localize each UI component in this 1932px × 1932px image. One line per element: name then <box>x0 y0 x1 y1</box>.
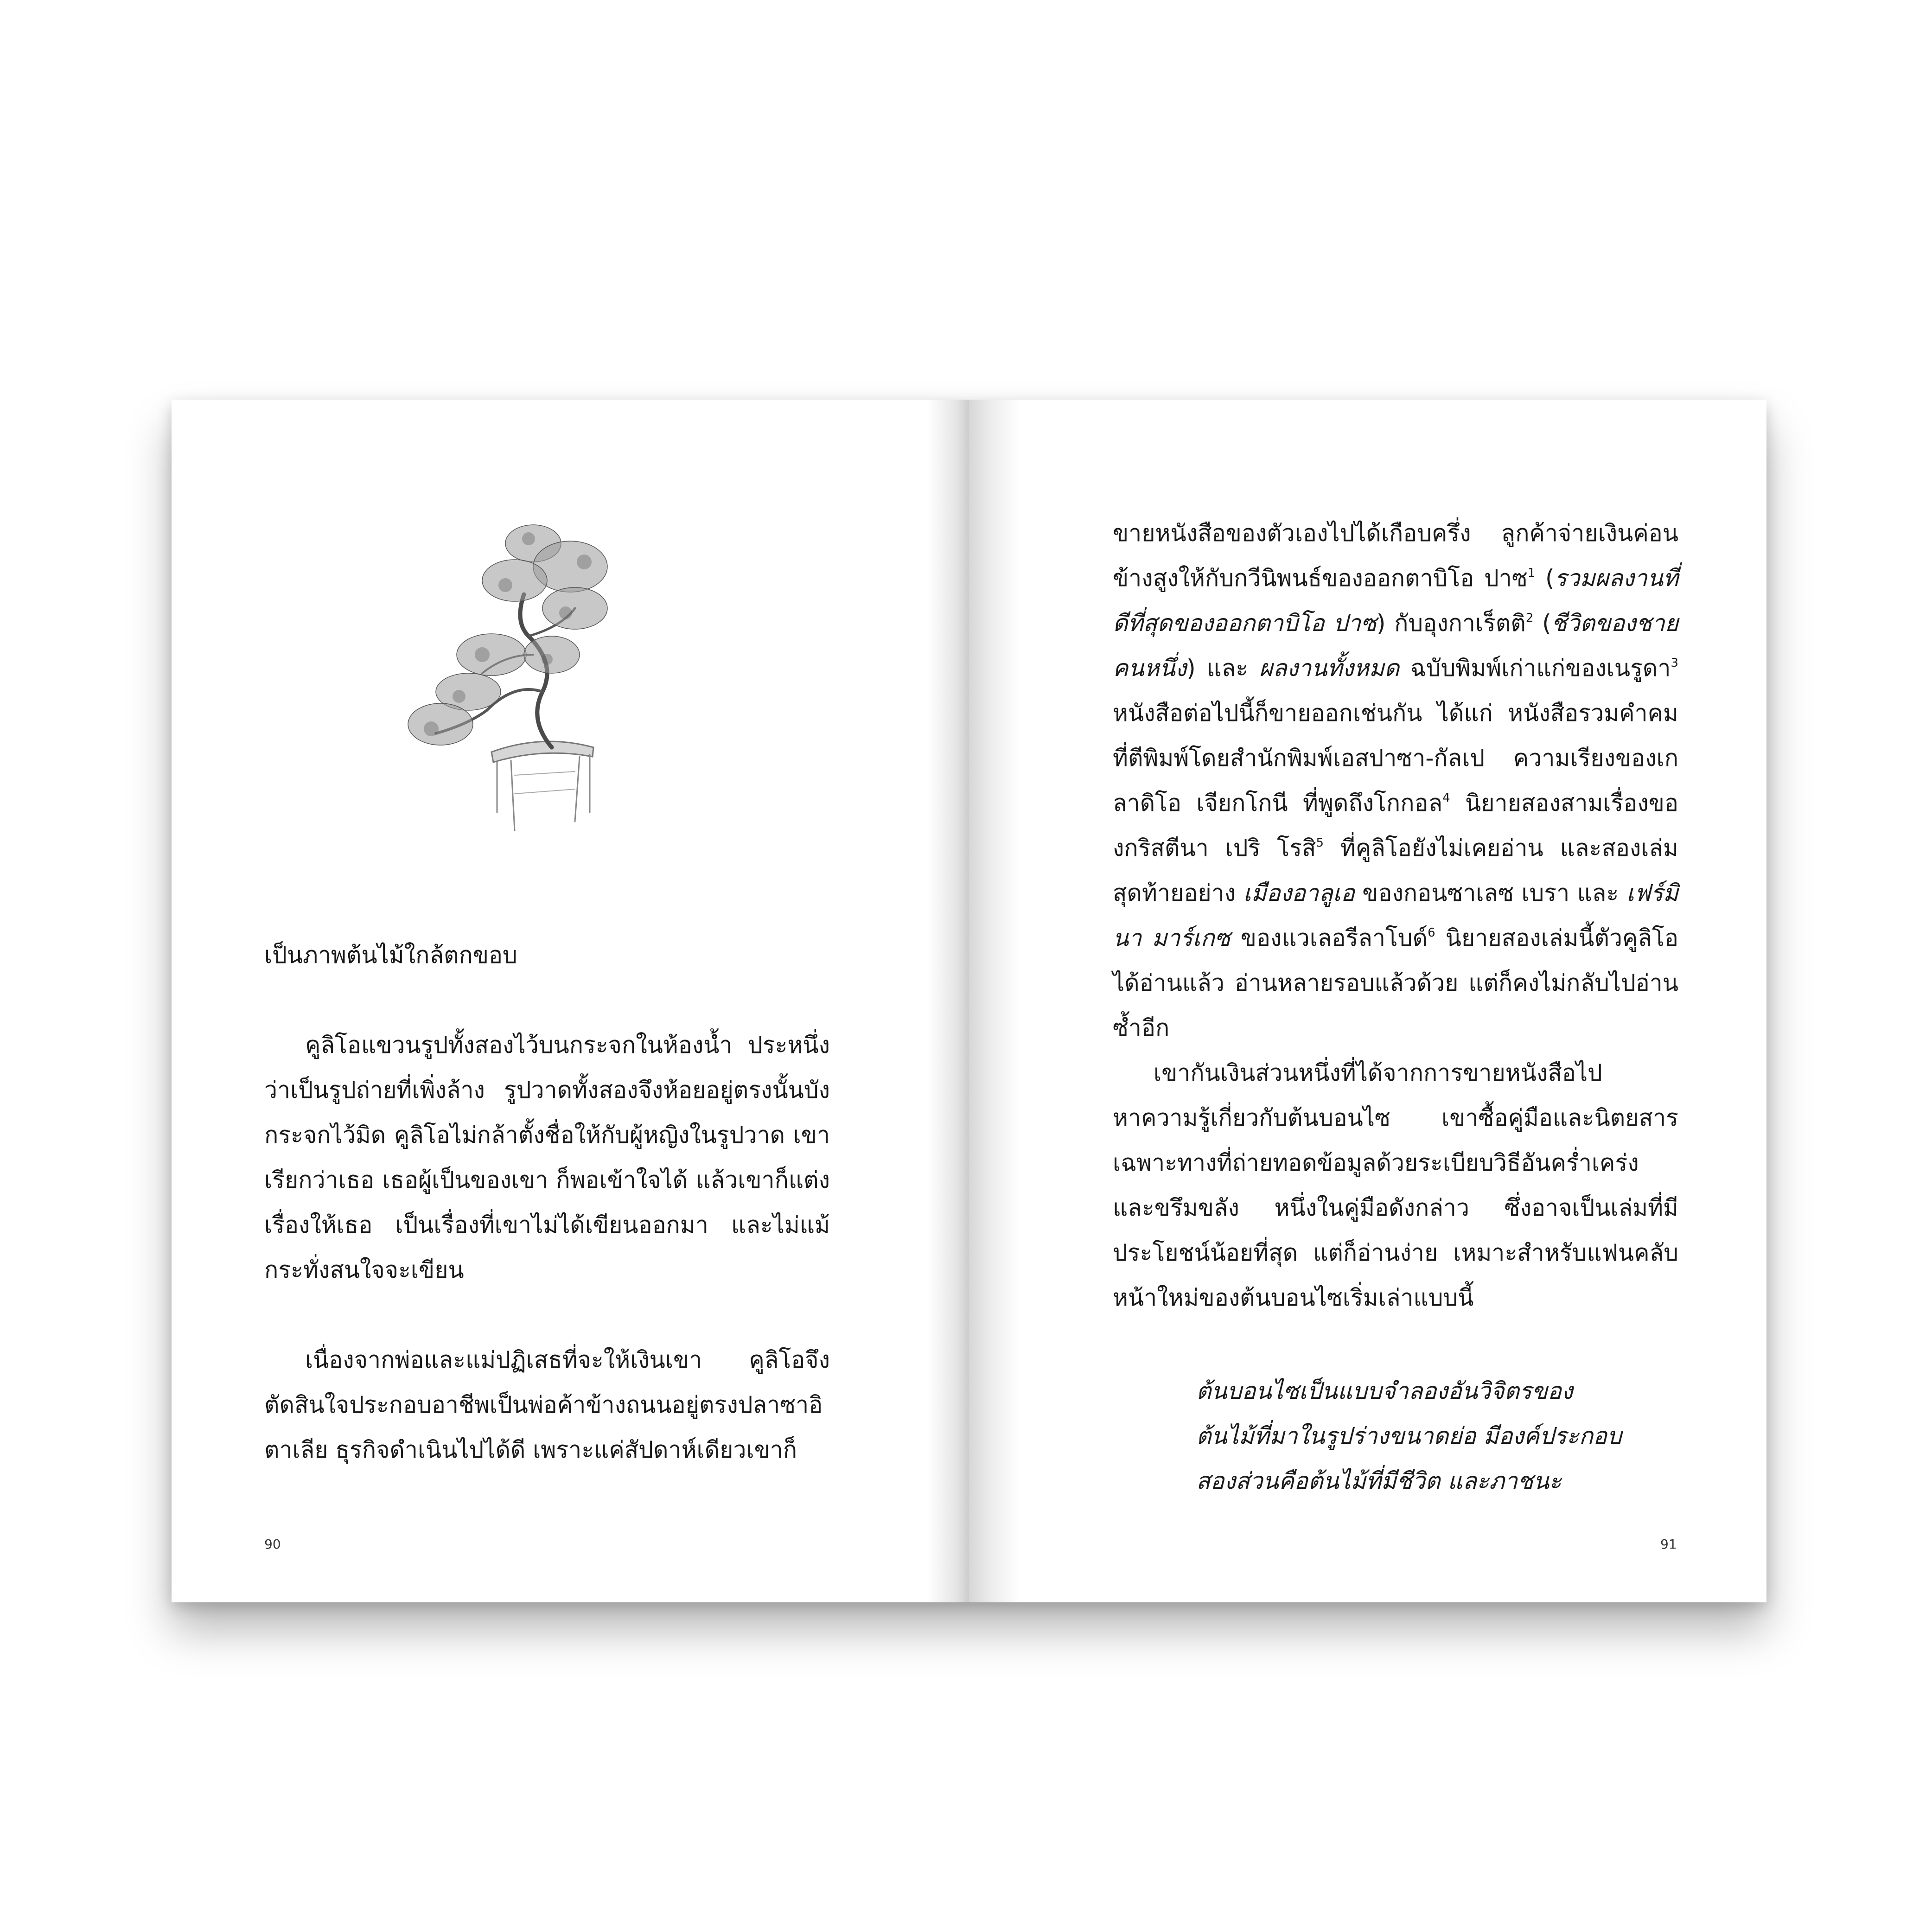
footnote-marker: 1 <box>1527 566 1536 580</box>
footnote-marker: 3 <box>1671 656 1679 670</box>
paragraph: เป็นภาพต้นไม้ใกล้ตกขอบ <box>264 942 517 969</box>
book-title: ชีวิตของชายคนหนึ่ง <box>1113 610 1678 682</box>
footnote-marker: 6 <box>1428 926 1435 940</box>
gutter-shadow-left <box>927 400 969 1602</box>
quote-line: ต้นไม้ที่มาในรูปร่างขนาดย่อ มีองค์ประกอบ <box>1196 1422 1622 1449</box>
open-book <box>172 400 1766 1602</box>
right-body-text <box>1113 511 1678 1320</box>
quote-line: สองส่วนคือต้นไม้ที่มีชีวิต และภาชนะ <box>1196 1467 1562 1494</box>
left-page <box>172 400 969 1602</box>
page-number-left: 90 <box>264 1537 281 1552</box>
paragraph: คูลิโอแขวนรูปทั้งสองไว้บนกระจกในห้องน้ำ ประหนึ่งว่าเป็นรูปถ่ายที่เพิ่งล้าง รูปวาดทั้งสองจึงห้อยอยู่ตรงนั้นบังกระจกไว้มิด คูลิโอไม่กล้าตั้งชื่อให้กับผู้หญิงในรูปวาด เขาเรียกว่าเธอ เธอผู้เป็นของเขา ก็พอเข้าใจได้ แล้วเขาก็แต่งเรื่องให้เธอ เป็นเรื่องที่เขาไม่ได้เขียนออกมา และไม่แม้กระทั่งสนใจจะเขียน <box>264 1032 830 1283</box>
left-body-text <box>264 933 830 1473</box>
footnote-marker: 4 <box>1442 791 1450 805</box>
footnote-marker: 5 <box>1316 836 1324 850</box>
quote-line: ต้นบอนไซเป็นแบบจำลองอันวิจิตรของ <box>1196 1377 1573 1404</box>
paragraph: ขายหนังสือของตัวเองไปได้เกือบครึ่ง ลูกค้าจ่ายเงินค่อนข้างสูงให้กับกวีนิพนธ์ของออกตาบิโอ ปาซ$^1$ (รวมผลงานที่ดีที่สุดของออกตาบิโอ ปาซ) กับอุงกาเร็ตติ$^2$ (ชีวิตของชายคนหนึ่ง) และ ผลงานทั้งหมด ฉบับพิมพ์เก่าแก่ของเนรูดา$^3$ หนังสือต่อไปนี้ก็ขายออกเช่นกัน ได้แก่ หนังสือรวมคำคมที่ตีพิมพ์โดยสำนักพิมพ์เอสปาซา-กัลเป ความเรียงของเกลาดิโอ เจียกโกนี ที่พูดถึงโกกอล$^4$ นิยายสองสามเรื่องของกริสตีนา เปริ โรสิ$^5$ ที่คูลิโอยังไม่เคยอ่าน และสองเล่มสุดท้ายอย่าง เมืองอาลูเอ ของกอนซาเลซ เบรา และ เฟร์มินา มาร์เกซ ของแวเลอรีลาโบด์$^6$ นิยายสองเล่มนี้ตัวคูลิโอได้อ่านแล้ว อ่านหลายรอบแล้วด้วย แต่ก็คงไม่กลับไปอ่านซ้ำอีก <box>1113 520 1679 1041</box>
page-number-right: 91 <box>1660 1537 1677 1552</box>
book-title: รวมผลงานที่ดีที่สุดของออกตาบิโอ ปาซ <box>1113 565 1678 637</box>
paragraph: เนื่องจากพ่อและแม่ปฏิเสธที่จะให้เงินเขา คูลิโอจึงตัดสินใจประกอบอาชีพเป็นพ่อค้าข้างถนนอยู่ตรงปลาซาอิตาเลีย ธุรกิจดำเนินไปได้ดี เพราะแค่สัปดาห์เดียวเขาก็ <box>264 1346 830 1463</box>
book-title: ผลงานทั้งหมด <box>1259 655 1400 682</box>
paragraph: เขากันเงินส่วนหนึ่งที่ได้จากการขายหนังสือไปหาความรู้เกี่ยวกับต้นบอนไซ เขาซื้อคู่มือและนิตยสารเฉพาะทางที่ถ่ายทอดข้อมูลด้วยระเบียบวิธีอันคร่ำเคร่งและขรึมขลัง หนึ่งในคู่มือดังกล่าว ซึ่งอาจเป็นเล่มที่มีประโยชน์น้อยที่สุด แต่ก็อ่านง่าย เหมาะสำหรับแฟนคลับหน้าใหม่ของต้นบอนไซเริ่มเล่าแบบนี้ <box>1113 1059 1678 1311</box>
footnote-marker: 2 <box>1525 611 1534 625</box>
bonsai-tree-illustration <box>376 516 654 831</box>
book-title: เมืองอาลูเอ <box>1243 880 1355 906</box>
gutter-shadow-right <box>969 400 1020 1602</box>
right-page <box>969 400 1766 1602</box>
book-title: เฟร์มินา มาร์เกซ <box>1113 880 1679 951</box>
block-quote <box>1196 1369 1623 1504</box>
